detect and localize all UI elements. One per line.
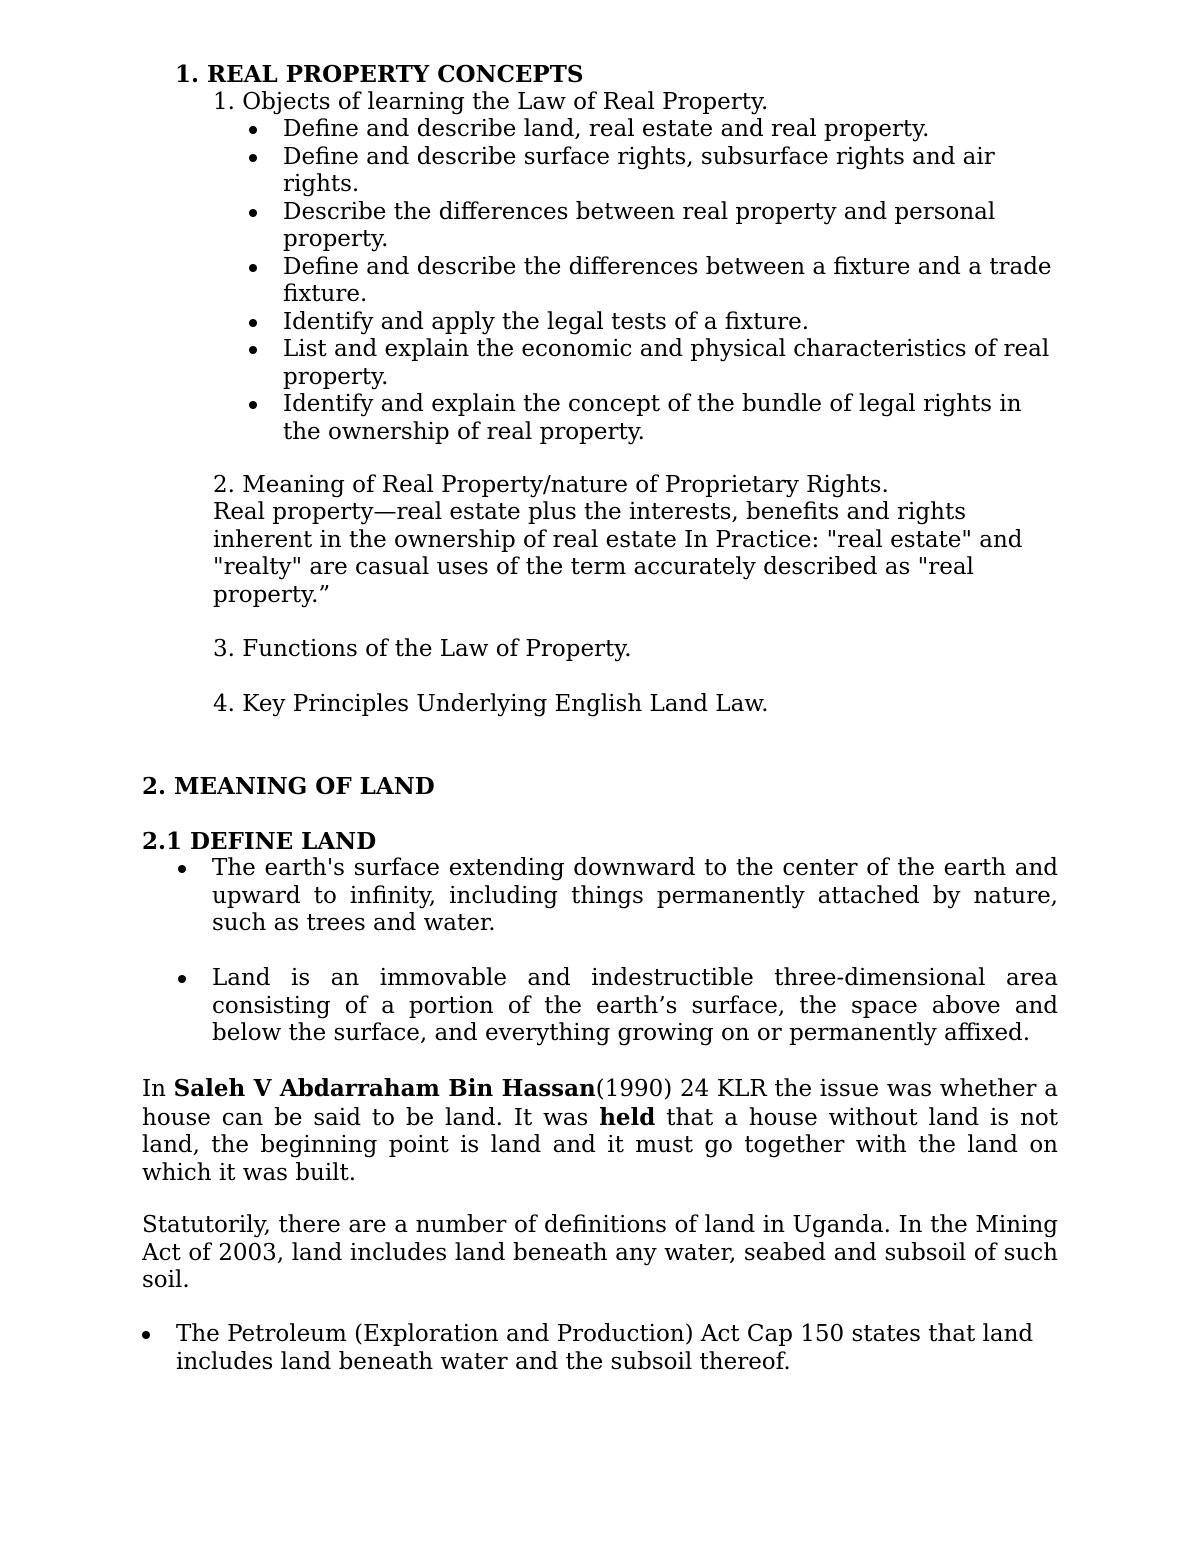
bullet-icon [249,264,257,272]
petroleum-text: The Petroleum (Exploration and Production) Act Cap 150 states that land includes land beneath water and the subsoil thereof. [176,1321,1034,1375]
list-item [213,391,1063,446]
bullet-icon [249,209,257,217]
objective-text: Describe the differences between real property and personal property. [283,198,996,252]
list-item [213,309,1063,337]
objective-text: Define and describe surface rights, subsurface rights and air rights. [283,143,995,197]
bullet-icon [249,319,257,327]
definitions-list [142,855,1058,1048]
section-1-heading: 1. REAL PROPERTY CONCEPTS [175,61,584,88]
bullet-icon [249,401,257,409]
objective-text: Identify and explain the concept of the bundle of legal rights in the ownership of real property. [283,391,1022,445]
define-land-subheading: 2.1 DEFINE LAND [142,828,377,855]
statutory-paragraph: Statutorily, there are a number of definitions of land in Uganda. In the Mining Act of 2003, land includes land beneath any water, seabed and subsoil of such soil. [142,1212,1058,1293]
case-paragraph [142,1075,1058,1187]
held-word: held [599,1103,656,1131]
objects-heading: 1. Objects of learning the Law of Real Property. [213,89,769,115]
bullet-icon [249,126,257,134]
definition-text: Land is an immovable and indestructible three-dimensional area consisting of a portion of the earth’s surface, the space above and below the surface, and everything growing on or permanently affixed. [212,965,1058,1046]
list-item [213,144,1063,199]
case-holding: that a house without land is not land, the beginning point is land and it must go together with the land on which it was built. [142,1104,1058,1186]
list-item [213,199,1063,254]
definition-text: The earth's surface extending downward to the center of the earth and upward to infinity, including things permanently attached by nature, such as trees and water. [212,855,1058,936]
bullet-icon [249,154,257,162]
case-citation: (1990) 24 KLR the issue was whether a house can be said to be land. It was [142,1076,1058,1131]
case-name: Saleh V Abdarraham Bin Hassan [173,1075,596,1102]
petroleum-list [142,1321,1058,1376]
meaning-paragraph: Real property—real estate plus the interests, benefits and rights inherent in the ownership of real estate In Practice: "real estate" and "realty" are casual uses of the term accurately described as "real property.” [213,499,1023,608]
bullet-icon [178,865,186,873]
functions-heading: 3. Functions of the Law of Property. [213,636,632,662]
bullet-icon [249,346,257,354]
bullet-icon [178,975,186,983]
objective-text: Define and describe the differences between a fixture and a trade fixture. [283,253,1052,307]
list-item [213,116,1063,144]
list-item [142,1321,1058,1376]
list-item [142,965,1058,1048]
meaning-heading: 2. Meaning of Real Property/nature of Proprietary Rights. [213,472,889,498]
section-2-heading: 2. MEANING OF LAND [142,773,435,800]
list-item [213,336,1063,391]
objectives-list [213,116,1063,446]
objective-text: List and explain the economic and physical characteristics of real property. [283,336,1050,390]
case-prefix: In [142,1076,174,1102]
principles-heading: 4. Key Principles Underlying English Land Law. [213,691,769,717]
bullet-icon [142,1331,150,1339]
objective-text: Identify and apply the legal tests of a fixture. [283,308,810,335]
list-item [213,254,1063,309]
objective-text: Define and describe land, real estate and real property. [283,116,930,142]
list-item [142,855,1058,938]
